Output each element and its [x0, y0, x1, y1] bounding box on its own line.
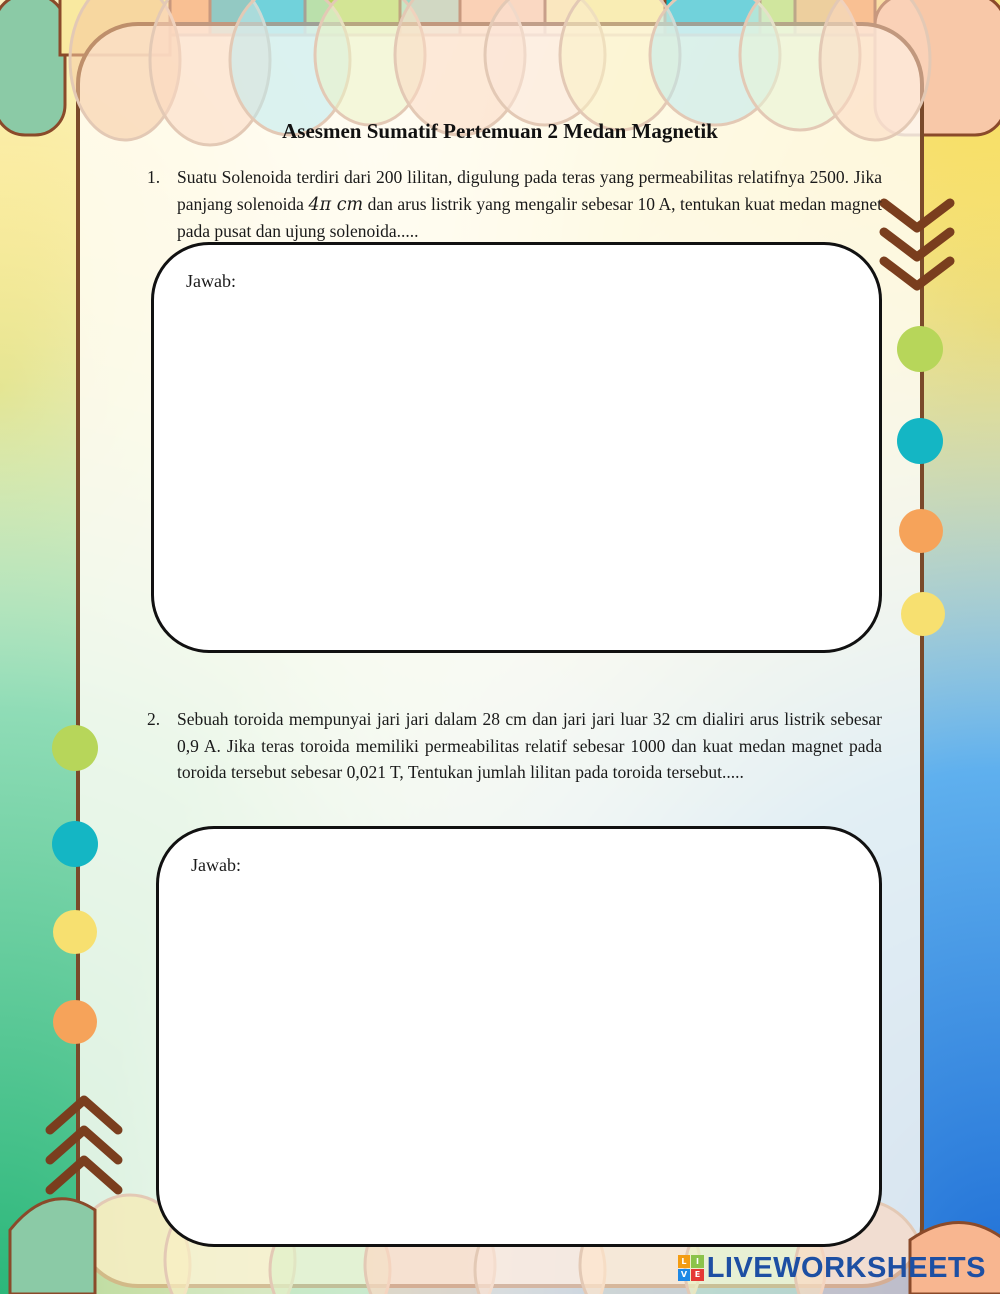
- liveworksheets-logo-icon: [678, 1255, 704, 1281]
- page-title: Asesmen Sumatif Pertemuan 2 Medan Magnetik: [282, 119, 718, 143]
- question-2-text: Sebuah toroida mempunyai jari jari dalam 28 cm dan jari jari luar 32 cm dialiri arus listrik sebesar 0,9 A. Jika teras toroida memiliki permeabilitas relatif sebesar 1000 dan kuat medan magnet pada toroida tersebut sebesar 0,021 T, Tentukan jumlah lilitan pada toroida tersebut.....: [177, 709, 882, 782]
- question-2: [147, 706, 882, 786]
- question-1-number: 1.: [147, 167, 161, 187]
- question-1-text-after: dan arus listrik yang mengalir sebesar 10 A, tentukan kuat medan magnet pada pusat dan ujung solenoida.....: [177, 193, 882, 241]
- answer-box-2: [156, 826, 882, 1247]
- answer-input-2[interactable]: [189, 887, 849, 1214]
- answer-label-1: Jawab:: [186, 271, 236, 291]
- logo-letter-v: V: [678, 1269, 691, 1282]
- logo-letter-l: L: [678, 1255, 691, 1268]
- brand-name: LIVEWORKSHEETS: [706, 1251, 986, 1284]
- answer-box-1: [151, 242, 882, 653]
- question-1-text-before: Suatu Solenoida terdiri dari 200 lilitan, digulung pada teras yang permeabilitas relatifnya 2500. Jika panjang solenoida: [177, 167, 882, 214]
- liveworksheets-brand[interactable]: [678, 1252, 986, 1284]
- answer-label-2: Jawab:: [191, 855, 241, 875]
- answer-input-1[interactable]: [184, 303, 849, 620]
- question-1: [147, 164, 882, 245]
- logo-letter-e: E: [691, 1269, 704, 1282]
- question-2-number: 2.: [147, 709, 161, 729]
- logo-letter-i: I: [691, 1255, 704, 1268]
- question-1-math: 4π cm: [308, 194, 364, 215]
